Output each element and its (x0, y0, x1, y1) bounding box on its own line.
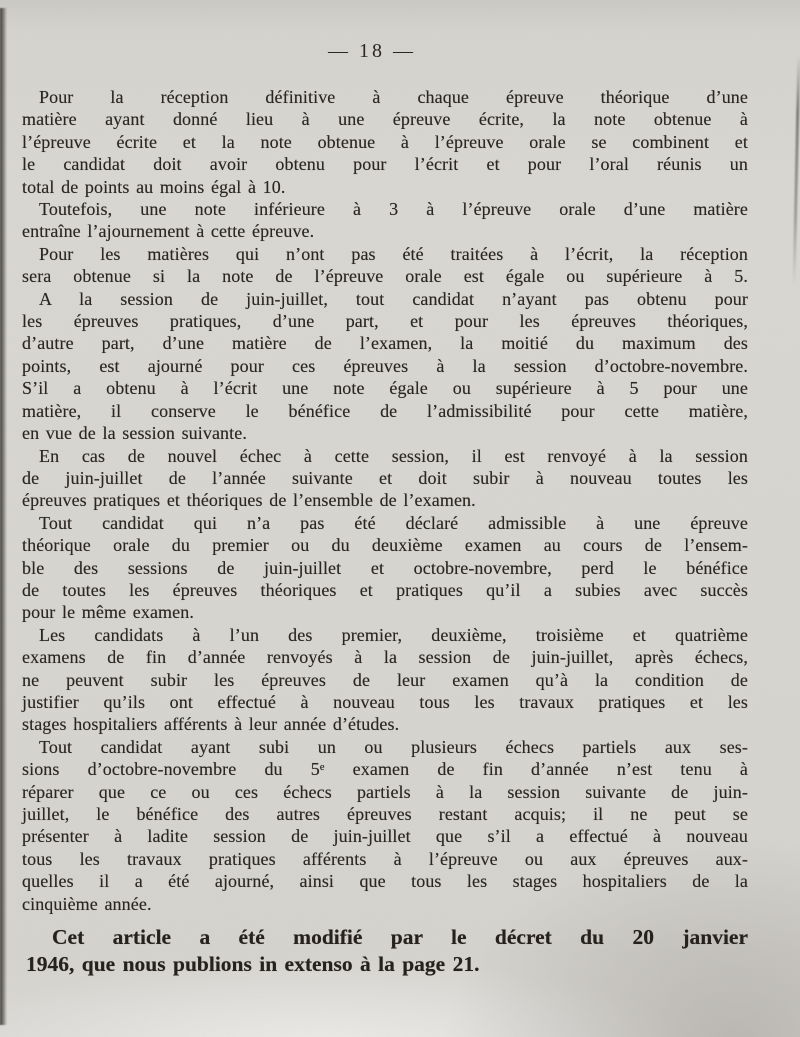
text-line: le candidat doit avoir obtenu pour l’écrit et pour l’oral réunis un (22, 154, 748, 175)
paragraph-6 (22, 512, 748, 624)
text-line: total de points au moins égal à 10. (22, 176, 286, 197)
paragraph-1 (22, 86, 748, 198)
page-body (22, 86, 748, 915)
scan-edge-shadow-left (0, 8, 7, 1025)
text-line: Les candidats à l’un des premier, deuxième, troisième et quatrième (39, 624, 748, 645)
paragraph-2 (22, 198, 748, 243)
text-line: Tout candidat qui n’a pas été déclaré admissible à une épreuve (39, 512, 748, 533)
text-line: tous les travaux pratiques afférents à l’épreuve ou aux épreuves aux- (22, 848, 748, 869)
paragraph-7 (22, 624, 748, 736)
text-line: A la session de juin-juillet, tout candidat n’ayant pas obtenu pour (39, 288, 748, 309)
text-line: l’épreuve écrite et la note obtenue à l’épreuve orale se combinent et (22, 131, 748, 152)
text-line: sions d’octobre-novembre du 5ᵉ examen de fin d’année n’est tenu à (22, 759, 748, 780)
scan-edge-shadow-right (793, 55, 800, 285)
text-line: quelles il a été ajourné, ainsi que tous les stages hospitaliers de la (22, 871, 748, 892)
text-line: En cas de nouvel échec à cette session, il est renvoyé à la session (39, 445, 748, 466)
paragraph-3 (22, 243, 748, 288)
page-number-header: — 18 — (328, 40, 416, 62)
text-line: les épreuves pratiques, d’une part, et pour les épreuves théoriques, (22, 311, 748, 332)
text-line: pour le même examen. (22, 602, 194, 623)
text-line: ne peuvent subir les épreuves de leur examen qu’à la condition de (22, 669, 748, 690)
text-line: de toutes les épreuves théoriques et pratiques qu’il a subies avec succès (22, 579, 748, 600)
text-line: présenter à ladite session de juin-juillet que s’il a effectué à nouveau (22, 826, 748, 847)
text-line: Cet article a été modifié par le décret du 20 janvier (52, 925, 748, 949)
text-line: Pour les matières qui n’ont pas été traitées à l’écrit, la réception (39, 243, 748, 264)
text-line: matière, il conserve le bénéfice de l’admissibilité pour cette matière, (22, 400, 748, 421)
text-line: ble des sessions de juin-juillet et octobre-novembre, perd le bénéfice (22, 557, 748, 578)
text-line: réparer que ce ou ces échecs partiels à la session suivante de juin- (22, 781, 748, 802)
footnote-bold-paragraph (26, 924, 748, 978)
text-line: de juin-juillet de l’année suivante et doit subir à nouveau toutes les (22, 467, 748, 488)
text-line: Tout candidat ayant subi un ou plusieurs échecs partiels aux ses- (39, 736, 748, 757)
text-line: épreuves pratiques et théoriques de l’ensemble de l’examen. (22, 490, 476, 511)
paragraph-8 (22, 736, 748, 915)
text-line: matière ayant donné lieu à une épreuve écrite, la note obtenue à (22, 109, 748, 130)
text-line: théorique orale du premier ou du deuxième examen au cours de l’ensem- (22, 535, 748, 556)
text-line: 1946, que nous publions in extenso à la page 21. (26, 952, 480, 976)
text-line: Pour la réception définitive à chaque épreuve théorique d’une (39, 87, 748, 107)
text-line: en vue de la session suivante. (22, 423, 247, 444)
text-line: juillet, le bénéfice des autres épreuves restant acquis; il ne peut se (22, 804, 748, 824)
text-line: entraîne l’ajournement à cette épreuve. (22, 221, 315, 242)
text-line: examens de fin d’année renvoyés à la session de juin-juillet, après échecs, (22, 647, 748, 668)
text-line: sera obtenue si la note de l’épreuve orale est égale ou supérieure à 5. (22, 266, 748, 287)
text-line: justifier qu’ils ont effectué à nouveau tous les travaux pratiques et les (22, 691, 748, 712)
text-line: S’il a obtenu à l’écrit une note égale ou supérieure à 5 pour une (22, 378, 748, 399)
text-line: cinquième année. (22, 893, 152, 914)
text-line: points, est ajourné pour ces épreuves à la session d’octobre-novembre. (22, 355, 748, 376)
paragraph-5 (22, 445, 748, 512)
text-line: d’autre part, d’une matière de l’examen, la moitié du maximum des (22, 333, 748, 354)
text-line: stages hospitaliers afférents à leur année d’études. (22, 714, 400, 735)
paragraph-4 (22, 288, 748, 445)
text-line: Toutefois, une note inférieure à 3 à l’épreuve orale d’une matière (39, 199, 748, 220)
